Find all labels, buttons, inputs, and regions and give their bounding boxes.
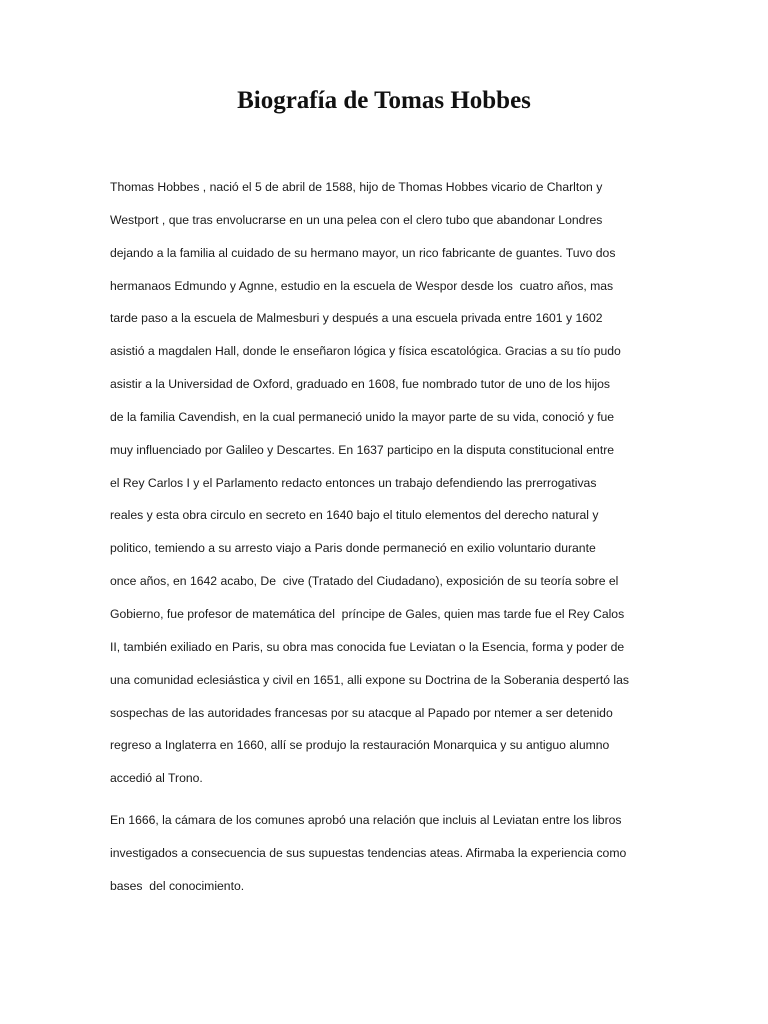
text-line: once años, en 1642 acabo, De cive (Tratado del Ciudadano), exposición de su teoría sobre el xyxy=(110,574,619,589)
biography-paragraph-2 xyxy=(110,804,658,903)
text-line: investigados a consecuencia de sus supuestas tendencias ateas. Afirmaba la experiencia como xyxy=(110,845,627,860)
text-line: reales y esta obra circulo en secreto en 1640 bajo el titulo elementos del derecho natural y xyxy=(110,508,599,523)
text-line: dejando a la familia al cuidado de su hermano mayor, un rico fabricante de guantes. Tuvo dos xyxy=(110,245,616,260)
text-line: regreso a Inglaterra en 1660, allí se produjo la restauración Monarquica y su antiguo alumno xyxy=(110,738,610,753)
text-line: muy influenciado por Galileo y Descartes. En 1637 participo en la disputa constitucional entre xyxy=(110,442,615,457)
text-line: bases del conocimiento. xyxy=(110,878,245,893)
text-line: hermanaos Edmundo y Agnne, estudio en la escuela de Wespor desde los cuatro años, mas xyxy=(110,278,614,293)
text-line: el Rey Carlos I y el Parlamento redacto entonces un trabajo defendiendo las prerrogativas xyxy=(110,475,597,490)
text-line: de la familia Cavendish, en la cual permaneció unido la mayor parte de su vida, conoció y fue xyxy=(110,409,615,424)
text-line: una comunidad eclesiástica y civil en 1651, alli expone su Doctrina de la Soberania despertó las xyxy=(110,672,629,687)
text-line: En 1666, la cámara de los comunes aprobó una relación que incluis al Leviatan entre los libros xyxy=(110,813,622,827)
text-line: Gobierno, fue profesor de matemática del príncipe de Gales, quien mas tarde fue el Rey Calos xyxy=(110,606,625,621)
text-line: accedió al Trono. xyxy=(110,771,203,786)
text-line: Westport , que tras envolucrarse en un una pelea con el clero tubo que abandonar Londres xyxy=(110,212,603,227)
biography-paragraph-1 xyxy=(110,171,658,795)
text-line: asistir a la Universidad de Oxford, graduado en 1608, fue nombrado tutor de uno de los hijos xyxy=(110,377,610,392)
text-line: sospechas de las autoridades francesas por su atacque al Papado por ntemer a ser detenido xyxy=(110,705,613,720)
document-title: Biografía de Tomas Hobbes xyxy=(237,87,531,114)
text-line: Thomas Hobbes , nació el 5 de abril de 1588, hijo de Thomas Hobbes vicario de Charlton y xyxy=(110,180,603,194)
text-line: tarde paso a la escuela de Malmesburi y después a una escuela privada entre 1601 y 1602 xyxy=(110,311,603,326)
text-line: asistió a magdalen Hall, donde le enseñaron lógica y física escatológica. Gracias a su tío pudo xyxy=(110,344,621,359)
text-line: II, también exiliado en Paris, su obra mas conocida fue Leviatan o la Esencia, forma y poder de xyxy=(110,639,625,654)
text-line: politico, temiendo a su arresto viajo a Paris donde permaneció en exilio voluntario durante xyxy=(110,541,596,556)
